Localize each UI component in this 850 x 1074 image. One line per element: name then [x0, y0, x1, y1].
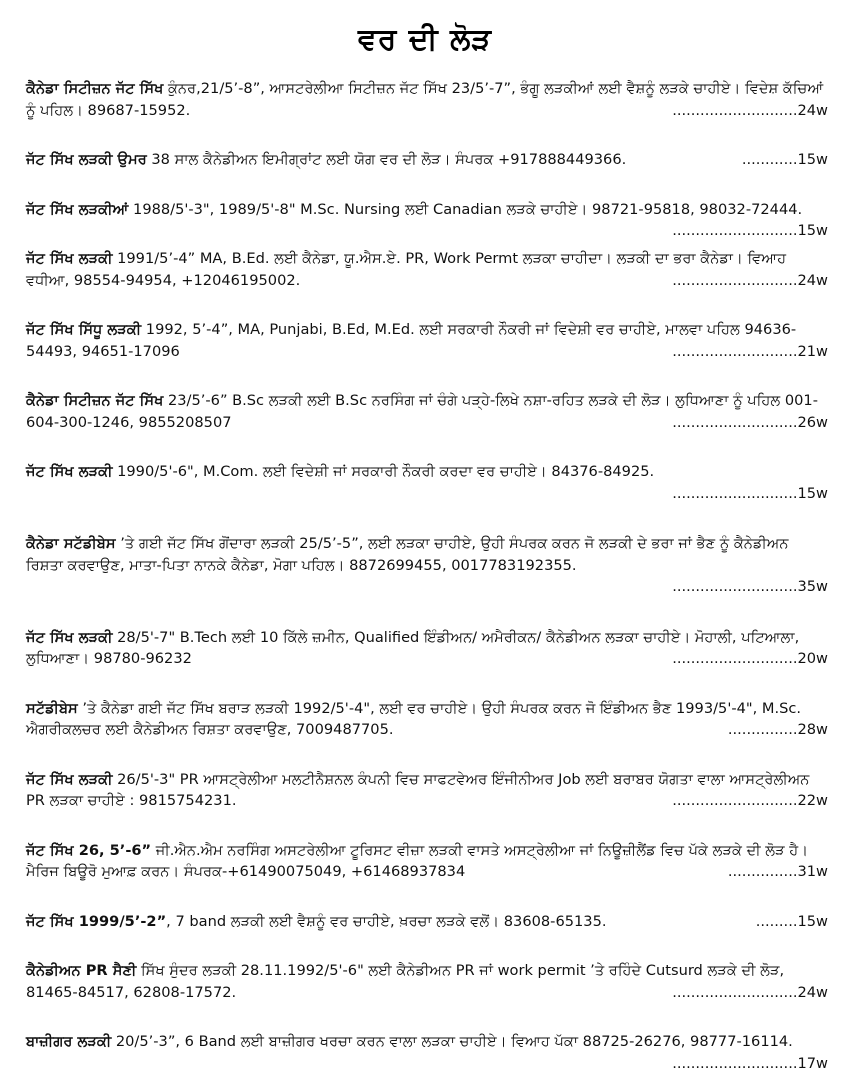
ad-dots-code	[672, 100, 828, 122]
list-item	[26, 911, 828, 933]
ad-dots: ...........................	[672, 650, 797, 667]
ad-lead: ਬਾਜ਼ੀਗਰ ਲੜਕੀ	[26, 1033, 111, 1050]
ad-code: 24w	[797, 984, 828, 1001]
ad-dots: ...........................	[672, 792, 797, 809]
ad-code: 21w	[797, 343, 828, 360]
ad-lead: ਕੈਨੇਡੀਅਨ PR ਸੈਣੀ	[26, 962, 136, 979]
list-item	[26, 698, 828, 741]
ad-dots-code	[742, 149, 828, 171]
ad-dots: ...........................	[672, 272, 797, 289]
ad-body: ਜੀ.ਐਨ.ਐਮ ਨਰਸਿੰਗ ਅਸਟਰੇਲੀਆ ਟੂਰਿਸਟ ਵੀਜ਼ਾ ਲੜਕੀ ਵਾਸਤੇ ਅਸਟ੍ਰੇਲੀਆ ਜਾਂ ਨਿਊਜ਼ੀਲੈਂਡ ਵਿਚ ਪੱਕੇ ਲੜਕੇ ਦੀ ਲੋੜ ਹੈ। ਮੈਰਿਜ ਬਿਊਰੋ ਮੁਆਫ਼ ਕਰਨ। ਸੰਪਰਕ-+61490075049, +61468937834	[26, 842, 808, 881]
page-title: ਵਰ ਦੀ ਲੋੜ	[0, 22, 850, 57]
ad-lead: ਜੱਟ ਸਿੱਖ ਸਿੱਧੂ ਲੜਕੀ	[26, 321, 141, 338]
list-item	[26, 248, 828, 291]
ad-dots-code	[26, 483, 828, 505]
ad-body: 20/5’-3”, 6 Band ਲਈ ਬਾਜ਼ੀਗਰ ਖਰਚਾ ਕਰਨ ਵਾਲਾ ਲੜਕਾ ਚਾਹੀਏ। ਵਿਆਹ ਪੱਕਾ 88725-26276, 98777-16114.	[111, 1033, 793, 1050]
ad-body: ’ਤੇ ਗਈ ਜੱਟ ਸਿੱਖ ਗੋਂਦਾਰਾ ਲੜਕੀ 25/5’-5”, ਲਈ ਲੜਕਾ ਚਾਹੀਏ, ਉਹੀ ਸੰਪਰਕ ਕਰਨ ਜੋ ਲੜਕੀ ਦੇ ਭਰਾ ਜਾਂ ਭੈਣ ਨੂੰ ਕੈਨੇਡੀਅਨ ਰਿਸ਼ਤਾ ਕਰਵਾਉਣ, ਮਾਤਾ-ਪਿਤਾ ਨਾਨਕੇ ਕੈਨੇਡਾ, ਮੋਗਾ ਪਹਿਲ। 8872699455, 0017783192355.	[26, 535, 788, 574]
ad-dots-code	[26, 576, 828, 598]
ad-dots: ...............	[728, 721, 798, 738]
ad-body: 38 ਸਾਲ ਕੈਨੇਡੀਅਨ ਇਮੀਗ੍ਰਾਂਟ ਲਈ ਯੋਗ ਵਰ ਦੀ ਲੋੜ। ਸੰਪਰਕ +917888449366.	[147, 151, 627, 168]
ad-dots: ...........................	[672, 578, 797, 595]
ad-lead: ਕੈਨੇਡਾ ਸਟੱਡੀਬੇਸ	[26, 535, 116, 552]
ad-lead: ਸਟੱਡੀਬੇਸ	[26, 700, 78, 717]
ad-code: 22w	[797, 792, 828, 809]
ad-dots-code	[672, 412, 828, 434]
ad-code: 15w	[797, 151, 828, 168]
list-item	[26, 461, 828, 504]
ad-body: 26/5'-3" PR ਆਸਟ੍ਰੇਲੀਆ ਮਲਟੀਨੈਸ਼ਨਲ ਕੰਪਨੀ ਵਿਚ ਸਾਫਟਵੇਅਰ ਇੰਜੀਨੀਅਰ Job ਲਈ ਬਰਾਬਰ ਯੋਗਤਾ ਵਾਲਾ ਆਸਟ੍ਰੇਲੀਅਨ PR ਲੜਕਾ ਚਾਹੀਏ : 9815754231.	[26, 771, 809, 810]
ad-lead: ਜੱਟ ਸਿੱਖ ਲੜਕੀ	[26, 250, 112, 267]
ad-lead: ਜੱਟ ਸਿੱਖ ਲੜਕੀ	[26, 629, 112, 646]
ad-dots: ...........................	[672, 343, 797, 360]
ad-dots-code	[672, 270, 828, 292]
ads-list	[26, 78, 828, 1074]
ad-lead: ਕੈਨੇਡਾ ਸਿਟੀਜ਼ਨ ਜੱਟ ਸਿੱਖ	[26, 392, 163, 409]
ad-code: 35w	[797, 578, 828, 595]
ad-lead: ਜੱਟ ਸਿੱਖ ਲੜਕੀ ਉਮਰ	[26, 151, 147, 168]
ad-dots-code	[672, 1053, 828, 1074]
ad-dots-code	[728, 861, 828, 883]
list-item	[26, 199, 828, 221]
ad-body: 1991/5’-4” MA, B.Ed. ਲਈ ਕੈਨੇਡਾ, ਯੂ.ਐਸ.ਏ. PR, Work Permt ਲੜਕਾ ਚਾਹੀਦਾ। ਲੜਕੀ ਦਾ ਭਰਾ ਕੈਨੇਡਾ। ਵਿਆਹ ਵਧੀਆ, 98554-94954, +12046195002.	[26, 250, 786, 289]
ad-code: 15w	[797, 485, 828, 502]
ad-dots-code	[672, 341, 828, 363]
ad-lead: ਜੱਟ ਸਿੱਖ ਲੜਕੀਆਂ	[26, 201, 128, 218]
ad-code: 15w	[797, 222, 828, 239]
ad-dots: ...............	[728, 863, 798, 880]
ad-dots-code	[672, 982, 828, 1004]
ad-dots: ...........................	[672, 414, 797, 431]
ad-dots: ...........................	[672, 485, 797, 502]
ad-body: 1988/5'-3", 1989/5'-8" M.Sc. Nursing ਲਈ Canadian ਲੜਕੇ ਚਾਹੀਏ। 98721-95818, 98032-72444.	[128, 201, 802, 218]
ad-code: 20w	[797, 650, 828, 667]
ad-code: 31w	[797, 863, 828, 880]
list-item	[26, 319, 828, 362]
ad-body: 1990/5'-6", M.Com. ਲਈ ਵਿਦੇਸ਼ੀ ਜਾਂ ਸਰਕਾਰੀ ਨੌਕਰੀ ਕਰਦਾ ਵਰ ਚਾਹੀਏ। 84376-84925.	[112, 463, 654, 480]
ad-dots: ...........................	[672, 984, 797, 1001]
ad-body: 28/5'-7" B.Tech ਲਈ 10 ਕਿੱਲੇ ਜ਼ਮੀਨ, Qualified ਇੰਡੀਅਨ/ ਅਮੈਰੀਕਨ/ ਕੈਨੇਡੀਅਨ ਲੜਕਾ ਚਾਹੀਏ। ਮੋਹਾਲੀ, ਪਟਿਆਲਾ, ਲੁਧਿਆਣਾ। 98780-96232	[26, 629, 799, 668]
ad-code: 24w	[797, 102, 828, 119]
ad-lead: ਜੱਟ ਸਿੱਖ 1999/5’-2”	[26, 913, 166, 930]
ad-code: 24w	[797, 272, 828, 289]
list-item	[26, 390, 828, 433]
list-item	[26, 627, 828, 670]
ad-dots: .........	[756, 913, 798, 930]
ad-body: ਸਿੱਖ ਸੁੰਦਰ ਲੜਕੀ 28.11.1992/5'-6" ਲਈ ਕੈਨੇਡੀਅਨ PR ਜਾਂ work permit ’ਤੇ ਰਹਿੰਦੇ Cutsurd ਲੜਕੇ ਦੀ ਲੋੜ, 81465-84517, 62808-17572.	[26, 962, 784, 1001]
list-item	[26, 78, 828, 121]
ad-dots: ...........................	[672, 222, 797, 239]
ad-body: , 7 band ਲੜਕੀ ਲਈ ਵੈਸ਼ਨੂੰ ਵਰ ਚਾਹੀਏ, ਖ਼ਰਚਾ ਲੜਕੇ ਵਲੋਂ। 83608-65135.	[166, 913, 606, 930]
ad-lead: ਕੈਨੇਡਾ ਸਿਟੀਜ਼ਨ ਜੱਟ ਸਿੱਖ	[26, 80, 163, 97]
ad-lead: ਜੱਟ ਸਿੱਖ ਲੜਕੀ	[26, 771, 112, 788]
ad-dots-code	[756, 911, 828, 933]
ad-body: ’ਤੇ ਕੈਨੇਡਾ ਗਈ ਜੱਟ ਸਿੱਖ ਬਰਾੜ ਲੜਕੀ 1992/5'-4", ਲਈ ਵਰ ਚਾਹੀਏ। ਉਹੀ ਸੰਪਰਕ ਕਰਨ ਜੋ ਇੰਡੀਅਨ ਭੈਣ 1993/5'-4", M.Sc. ਐਗਰੀਕਲਚਰ ਲਈ ਕੈਨੇਡੀਅਨ ਰਿਸ਼ਤਾ ਕਰਵਾਉਣ, 7009487705.	[26, 700, 801, 739]
ad-lead: ਜੱਟ ਸਿੱਖ 26, 5’-6”	[26, 842, 151, 859]
list-item	[26, 533, 828, 598]
ad-dots-code	[728, 719, 828, 741]
ad-code: 26w	[797, 414, 828, 431]
ad-code: 28w	[797, 721, 828, 738]
ad-dots: ............	[742, 151, 798, 168]
list-item	[26, 769, 828, 812]
ad-dots-code	[672, 648, 828, 670]
list-item	[26, 149, 828, 171]
ad-dots: ...........................	[672, 1055, 797, 1072]
ad-body: 1992, 5’-4”, MA, Punjabi, B.Ed, M.Ed. ਲਈ ਸਰਕਾਰੀ ਨੌਕਰੀ ਜਾਂ ਵਿਦੇਸ਼ੀ ਵਰ ਚਾਹੀਏ, ਮਾਲਵਾ ਪਹਿਲ 94636-54493, 94651-17096	[26, 321, 796, 360]
ad-lead: ਜੱਟ ਸਿੱਖ ਲੜਕੀ	[26, 463, 112, 480]
ad-code: 15w	[797, 913, 828, 930]
ad-dots-code	[672, 220, 828, 242]
list-item	[26, 1031, 828, 1053]
ad-dots-code	[672, 790, 828, 812]
ad-body: 23/5’-6” B.Sc ਲੜਕੀ ਲਈ B.Sc ਨਰਸਿੰਗ ਜਾਂ ਚੰਗੇ ਪੜ੍ਹੇ-ਲਿਖੇ ਨਸ਼ਾ-ਰਹਿਤ ਲੜਕੇ ਦੀ ਲੋੜ। ਲੁਧਿਆਣਾ ਨੂੰ ਪਹਿਲ 001-604-300-1246, 9855208507	[26, 392, 818, 431]
list-item	[26, 840, 828, 883]
ad-code: 17w	[797, 1055, 828, 1072]
list-item	[26, 960, 828, 1003]
ad-dots: ...........................	[672, 102, 797, 119]
ad-body: ਕੁੰਨਰ,21/5’-8”, ਆਸਟਰੇਲੀਆ ਸਿਟੀਜ਼ਨ ਜੱਟ ਸਿੱਖ 23/5’-7”, ਭੰਗੂ ਲੜਕੀਆਂ ਲਈ ਵੈਸ਼ਨੂੰ ਲੜਕੇ ਚਾਹੀਏ। ਵਿਦੇਸ਼ ਕੱਚਿਆਂ ਨੂੰ ਪਹਿਲ। 89687-15952.	[26, 80, 823, 119]
